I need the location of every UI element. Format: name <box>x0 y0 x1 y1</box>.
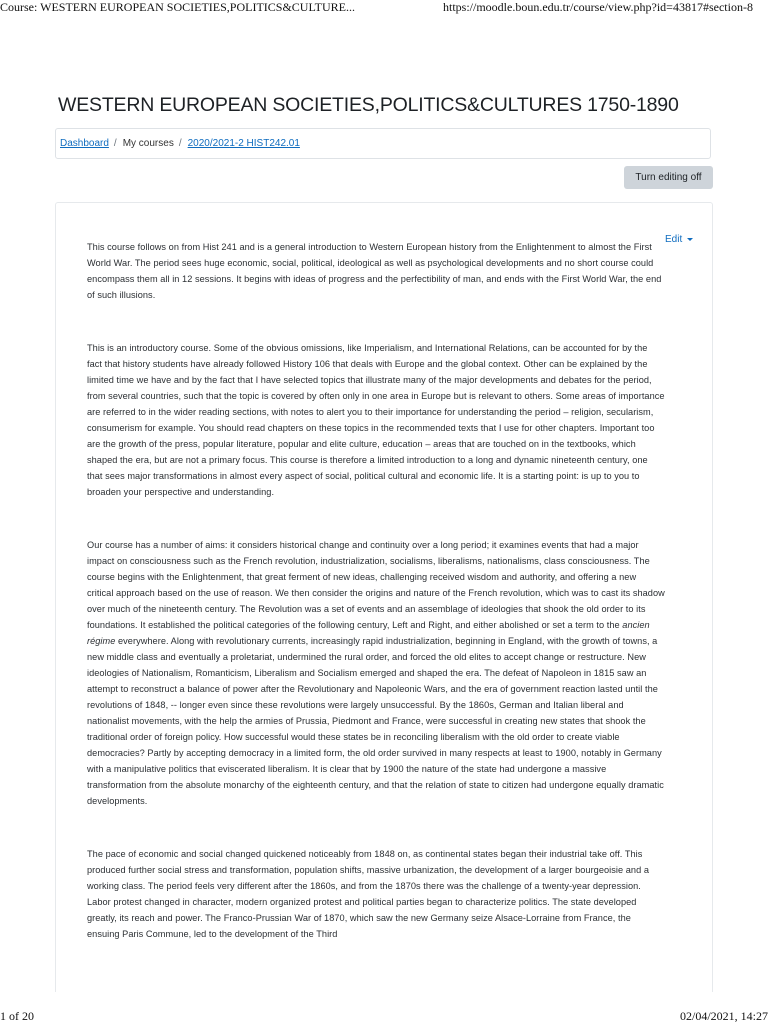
caret-down-icon <box>687 238 693 241</box>
summary-text: everywhere. Along with revolutionary currents, increasingly rapid industrialization, beginning in England, with the growth of towns, a new middle class and eventually a proletariat, undermined the rural order, and forced the old elites to accept change or restructure. New ideologies of Nationalism, Romanticism, Liberalism and Socialism emerged and shaped the era. The defeat of Napoleon in 1815 saw an attempt to reconstruct a balance of power after the Revolutionary and Napoleonic Wars, and the era of government reaction lasted until the revolutions of 1848, -- longer even since these revolutions were largely unsuccessful. By the 1860s, German and Italian liberal and nationalist movements, with the help the armies of Prussia, Piedmont and France, were successful in creating new states that shook the traditional order of foreign policy. How successful would these states be in reconciling liberalism with the old order to create viable democracies? Partly by accepting democracy in a limited form, the old order survived in many respects at least to 1900, notably in Germany with a manipulative politics that eviscerated liberalism. It is clear that by 1900 the nature of the state had undergone a massive transformation from the absolute monarchy of the eighteenth century, and that the relation of state to citizen had undergone equally dramatic developments. <box>87 636 664 806</box>
page-counter: 1 of 20 <box>0 1009 34 1023</box>
print-datetime: 02/04/2021, 14:27 <box>679 1009 768 1023</box>
breadcrumb-dashboard-link[interactable]: Dashboard <box>60 138 109 149</box>
page-title: WESTERN EUROPEAN SOCIETIES,POLITICS&CULTURES 1750-1890 <box>58 94 679 116</box>
breadcrumb-course-link[interactable]: 2020/2021-2 HIST242.01 <box>187 138 300 149</box>
breadcrumb-separator: / <box>113 138 117 149</box>
print-header-title: Course: WESTERN EUROPEAN SOCIETIES,POLITICS&CULTURE... <box>0 0 356 14</box>
print-header-url: https://moodle.boun.edu.tr/course/view.php?id=43817#section-8 <box>443 0 753 14</box>
turn-editing-off-button[interactable]: Turn editing off <box>624 166 713 189</box>
edit-menu-toggle[interactable] <box>665 234 693 245</box>
summary-text: Our course has a number of aims: it considers historical change and continuity over a long period; it examines events that had a major impact on consciousness such as the French revolution, industrialization, socialisms, liberalisms, nationalisms, class consciousness. The course begins with the Enlightenment, that great ferment of new ideas, challenging received wisdom and authority, and offering a new critical approach based on the use of reason. We then consider the origins and nature of the French revolution, which was to cast its shadow over much of the nineteenth century. The Revolution was a set of events and an assemblage of ideologies that shook the old order to its foundations. It established the political categories of the following century, Left and Right, and either abolished or set a term to the <box>87 540 665 630</box>
summary-paragraph: This course follows on from Hist 241 and is a general introduction to Western European history from the Enlightenment to almost the First World War. The period sees huge economic, social, political, ideological as well as psychological developments and no short course could encompass them all in 12 sessions. It begins with ideas of progress and the perfectibility of man, and ends with the First World War, the end of such illusions. <box>87 242 662 300</box>
summary-paragraph: The pace of economic and social changed quickened noticeably from 1848 on, as continental states began their industrial take off. This produced further social stress and transformation, population shifts, massive urbanization, the development of a larger bourgeoisie and a working class. The period feels very different after the 1860s, and from the 1870s there was the challenge of a twenty-year depression. Labor protest changed in character, modern organized protest and political parties began to characterize politics. The state developed greatly, its reach and power. The Franco-Prussian War of 1870, which saw the new Germany seize Alsace-Lorraine from France, the ensuing Paris Commune, led to the development of the Third <box>87 849 649 939</box>
print-header <box>0 0 768 14</box>
edit-menu-label: Edit <box>665 234 683 245</box>
breadcrumb-my-courses: My courses <box>122 138 174 149</box>
breadcrumb-separator: / <box>178 138 182 149</box>
course-summary <box>87 239 665 984</box>
summary-emphasis: ancien régime <box>87 620 650 646</box>
print-footer <box>0 1009 768 1023</box>
breadcrumb <box>55 128 711 159</box>
summary-paragraph: This is an introductory course. Some of the obvious omissions, like Imperialism, and International Relations, can be accounted for by the fact that history students have already followed History 106 that deals with Europe and the global context. Other can be explained by the limited time we have and by the fact that I have selected topics that illustrate many of the major developments and debates for the period, from several countries, such that the topic is covered by often only in one area in Europe but is relevant to others. Some areas of importance are referred to in the wider reading sections, with notes to alert you to their importance for understanding the period – religion, secularism, consumerism for example. You should read chapters on these topics in the recommended texts that I use for other chapters. Important too are the growth of the press, popular literature, popular and elite culture, education – areas that are touched on in the textbooks, which shaped the era, but are not a primary focus. This course is therefore a limited introduction to a long and dynamic nineteenth century, one that sees major transformations in almost every aspect of social, political cultural and economic life. It is a starting point: is up to you to broaden your perspective and understanding. <box>87 343 665 497</box>
summary-paragraph <box>87 537 665 809</box>
